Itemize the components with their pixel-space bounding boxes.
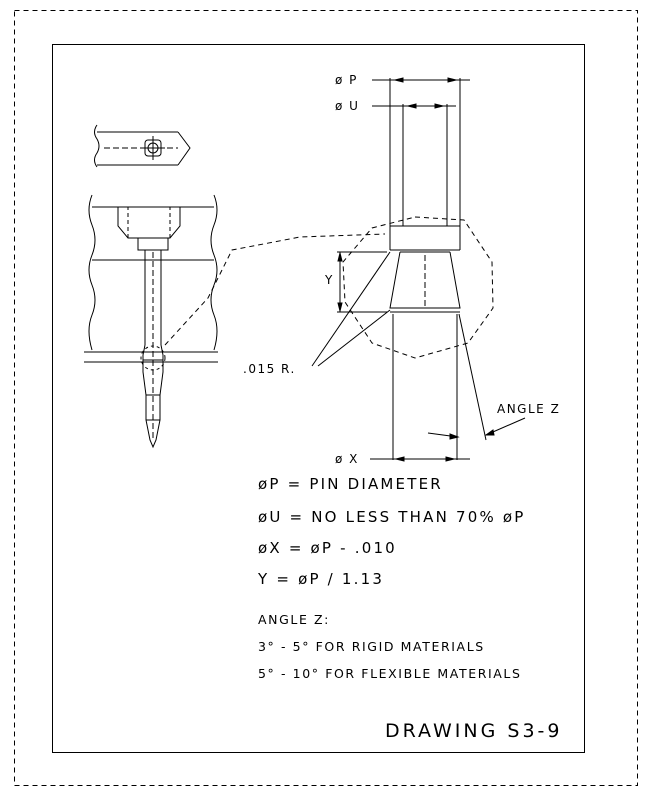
angle-z-heading: ANGLE Z:	[258, 612, 330, 627]
dimension-label-y: Y	[325, 273, 334, 287]
dimension-x	[370, 457, 470, 461]
radius-label: .015 R.	[243, 362, 296, 376]
formula-y-length: Y = øP / 1.13	[258, 570, 385, 588]
detail-callout-line	[165, 234, 385, 345]
formula-x-diameter: øX = øP - .010	[258, 539, 397, 557]
angle-rule-flexible: 5° - 10° FOR FLEXIBLE MATERIALS	[258, 666, 522, 681]
dimension-u	[372, 104, 456, 108]
angle-z-label: ANGLE Z	[497, 402, 561, 416]
angle-z-marks	[428, 418, 525, 439]
dimension-label-u: ø U	[335, 99, 360, 113]
radius-leaders	[312, 252, 390, 366]
pin-detail	[390, 78, 486, 460]
dimension-p	[372, 78, 470, 82]
drawing-title: DRAWING S3-9	[385, 720, 563, 742]
angle-rule-rigid: 3° - 5° FOR RIGID MATERIALS	[258, 639, 485, 654]
dimension-label-p: ø P	[335, 73, 358, 87]
dimension-label-x: ø X	[335, 452, 359, 466]
formula-u-diameter: øU = NO LESS THAN 70% øP	[258, 508, 526, 526]
pin-top-view	[95, 125, 191, 167]
formula-pin-diameter: øP = PIN DIAMETER	[258, 475, 443, 493]
mold-section-view	[84, 195, 218, 447]
